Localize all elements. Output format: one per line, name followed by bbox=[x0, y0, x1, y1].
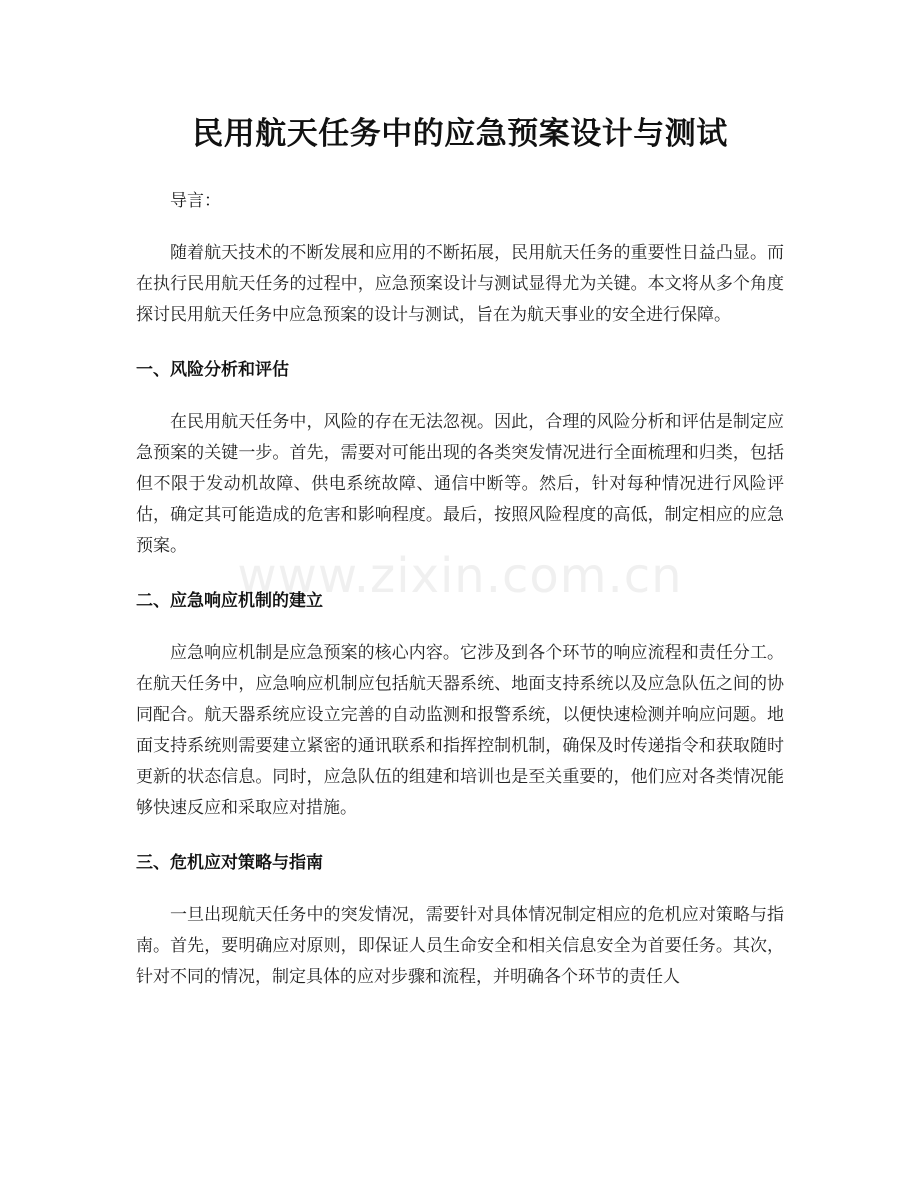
document-title: 民用航天任务中的应急预案设计与测试 bbox=[192, 116, 728, 152]
section-body-crisis: 一旦出现航天任务中的突发情况，需要针对具体情况制定相应的危机应对策略与指南。首先，要明确应对原则，即保证人员生命安全和相关信息安全为首要任务。其次，针对不同的情况，制定具体的应对步骤和流程，并明确各个环节的责任人 bbox=[136, 905, 784, 987]
document-body bbox=[136, 186, 784, 993]
intro-label: 导言： bbox=[170, 191, 221, 211]
spacer bbox=[136, 878, 784, 900]
spacer bbox=[136, 331, 784, 355]
spacer bbox=[136, 616, 784, 638]
section-body-risk: 在民用航天任务中，风险的存在无法忽视。因此，合理的风险分析和评估是制定应急预案的关键一步。首先，需要对可能出现的各类突发情况进行全面梳理和归类，包括但不限于发动机故障、供电系统故障、通信中断等。然后，针对每种情况进行风险评估，确定其可能造成的危害和影响程度。最后，按照风险程度的高低，制定相应的应急预案。 bbox=[136, 412, 784, 556]
section-heading-response: 二、应急响应机制的建立 bbox=[136, 591, 323, 611]
section-heading-crisis: 三、危机应对策略与指南 bbox=[136, 853, 323, 873]
spacer bbox=[136, 562, 784, 586]
section-heading-risk: 一、风险分析和评估 bbox=[136, 360, 289, 380]
spacer bbox=[136, 824, 784, 848]
spacer bbox=[136, 385, 784, 407]
intro-paragraph: 随着航天技术的不断发展和应用的不断拓展，民用航天任务的重要性日益凸显。而在执行民用航天任务的过程中，应急预案设计与测试显得尤为关键。本文将从多个角度探讨民用航天任务中应急预案的设计与测试，旨在为航天事业的安全进行保障。 bbox=[136, 243, 784, 325]
watermark: www.zixin.com.cn bbox=[237, 548, 683, 604]
section-body-response: 应急响应机制是应急预案的核心内容。它涉及到各个环节的响应流程和责任分工。在航天任务中，应急响应机制应包括航天器系统、地面支持系统以及应急队伍之间的协同配合。航天器系统应设立完善的自动监测和报警系统，以便快速检测并响应问题。地面支持系统则需要建立紧密的通讯联系和指挥控制机制，确保及时传递指令和获取随时更新的状态信息。同时，应急队伍的组建和培训也是至关重要的，他们应对各类情况能够快速反应和采取应对措施。 bbox=[136, 643, 784, 818]
